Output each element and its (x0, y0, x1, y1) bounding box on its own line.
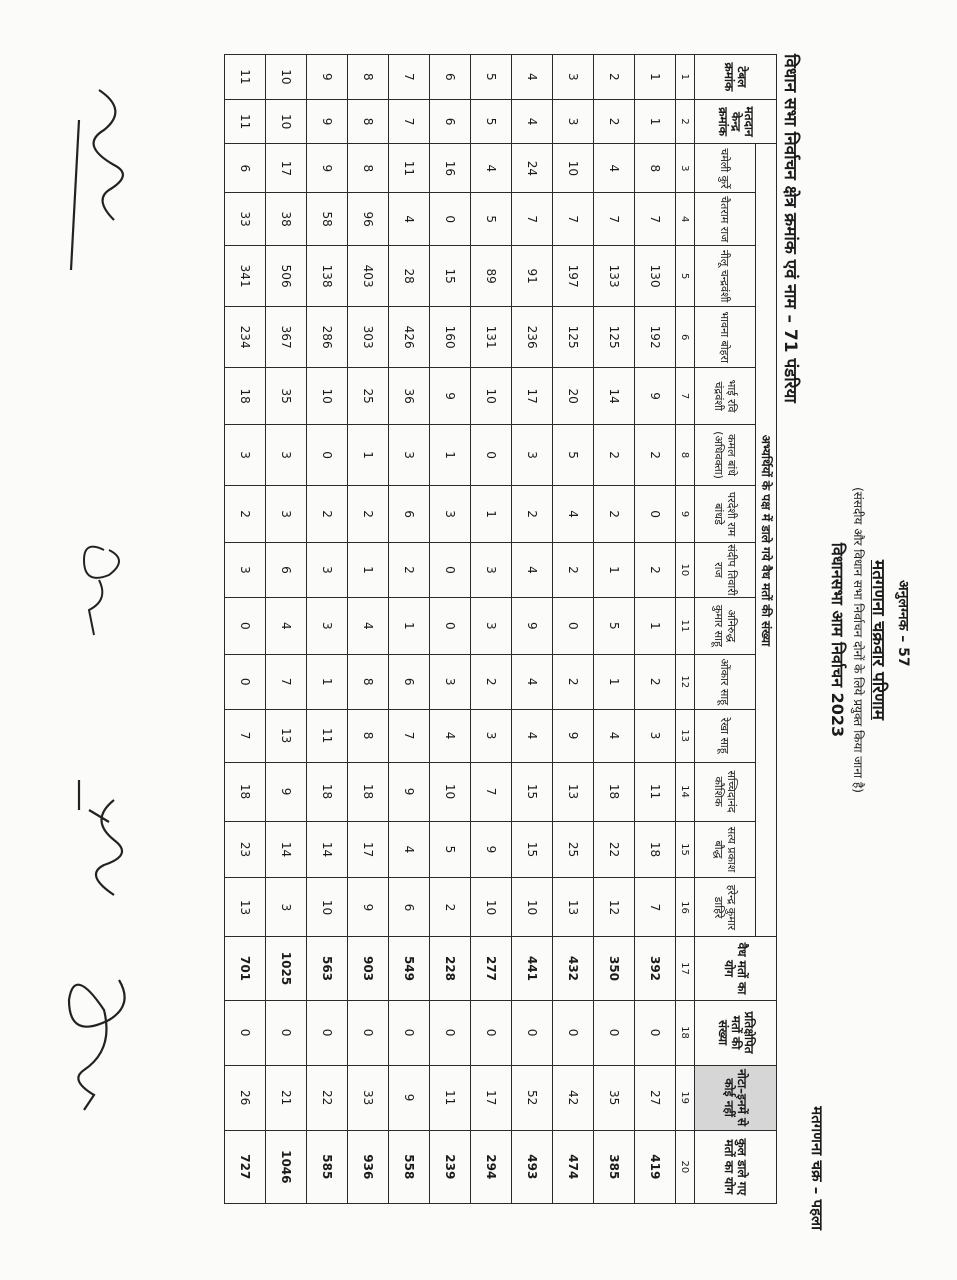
vote-cell: 2 (552, 654, 593, 709)
vote-cell: 7 (470, 762, 511, 821)
vote-cell: 2 (511, 486, 552, 543)
table-row (593, 55, 634, 1204)
vote-cell: 3 (470, 597, 511, 654)
vote-cell: 3 (306, 542, 347, 597)
table-row (265, 55, 306, 1204)
vote-cell: 8 (347, 144, 388, 193)
vote-cell: 2 (470, 654, 511, 709)
rejected-cell: 0 (224, 1000, 265, 1065)
vote-cell: 1 (593, 654, 634, 709)
candidate-name: भाई रवि चंद्रवंशी (694, 368, 755, 425)
booth-no-cell: 5 (470, 99, 511, 144)
table-row (224, 55, 265, 1204)
vote-cell: 2 (634, 425, 675, 486)
vote-cell: 2 (224, 486, 265, 543)
vote-cell: 9 (552, 709, 593, 762)
vote-cell: 23 (224, 821, 265, 878)
table-row (306, 55, 347, 1204)
column-number: 9 (675, 486, 694, 543)
vote-cell: 25 (552, 821, 593, 878)
vote-cell: 18 (634, 821, 675, 878)
document-subtitle: (संसदीय और विधान सभा निर्वाचन दोनों के लिये प्रयुक्त किया जाना है) (850, 487, 865, 793)
vote-cell: 10 (470, 878, 511, 937)
column-number: 4 (675, 193, 694, 246)
results-table (224, 54, 777, 1204)
vote-cell: 2 (593, 425, 634, 486)
table-row (511, 55, 552, 1204)
vote-cell: 4 (347, 597, 388, 654)
vote-cell: 3 (306, 597, 347, 654)
vote-cell: 506 (265, 246, 306, 307)
table-no-cell: 10 (265, 55, 306, 100)
vote-cell: 0 (429, 193, 470, 246)
vote-cell: 11 (388, 144, 429, 193)
vote-cell: 3 (224, 425, 265, 486)
vote-cell: 18 (224, 762, 265, 821)
header-booth-no: मतदान केन्द्र क्रमांक (694, 99, 776, 144)
header-total: कुल डाले गए मतों का योग (694, 1130, 776, 1203)
vote-cell: 0 (552, 597, 593, 654)
vote-cell: 7 (552, 193, 593, 246)
vote-cell: 6 (388, 654, 429, 709)
vote-cell: 4 (552, 486, 593, 543)
vote-cell: 2 (347, 486, 388, 543)
vote-cell: 3 (429, 654, 470, 709)
vote-cell: 16 (429, 144, 470, 193)
vote-cell: 4 (511, 542, 552, 597)
header-nota: नोटा–इनमें से कोई नहीं (694, 1065, 776, 1130)
total-cell: 493 (511, 1130, 552, 1203)
vote-cell: 341 (224, 246, 265, 307)
vote-cell: 4 (388, 193, 429, 246)
vote-cell: 15 (511, 821, 552, 878)
booth-no-cell: 1 (634, 99, 675, 144)
vote-cell: 7 (224, 709, 265, 762)
vote-cell: 0 (470, 425, 511, 486)
vote-cell: 22 (593, 821, 634, 878)
vote-cell: 20 (552, 368, 593, 425)
vote-cell: 9 (429, 368, 470, 425)
nota-cell: 9 (388, 1065, 429, 1130)
vote-cell: 36 (388, 368, 429, 425)
column-number: 18 (675, 1000, 694, 1065)
vote-cell: 234 (224, 307, 265, 368)
candidate-name: हरेन्द्र कुमार डाहिरे (694, 878, 755, 937)
valid-total-cell: 549 (388, 937, 429, 1000)
candidate-name: चमेली कुर्रे (694, 144, 755, 193)
vote-cell: 133 (593, 246, 634, 307)
booth-no-cell: 6 (429, 99, 470, 144)
header-rejected: प्रतिक्षेपित मतों की संख्या (694, 1000, 776, 1065)
valid-total-cell: 903 (347, 937, 388, 1000)
table-no-cell: 3 (552, 55, 593, 100)
rejected-cell: 0 (511, 1000, 552, 1065)
vote-cell: 125 (552, 307, 593, 368)
vote-cell: 58 (306, 193, 347, 246)
vote-cell: 9 (265, 762, 306, 821)
column-number: 15 (675, 821, 694, 878)
booth-no-cell: 10 (265, 99, 306, 144)
signature-1 (71, 90, 123, 270)
candidate-name: सच्चिदानंद कौशिक (694, 762, 755, 821)
candidate-name: सत्य प्रकाश बौद्ध (694, 821, 755, 878)
nota-cell: 35 (593, 1065, 634, 1130)
vote-cell: 28 (388, 246, 429, 307)
vote-cell: 2 (306, 486, 347, 543)
candidate-name: चैतराम राज (694, 193, 755, 246)
vote-cell: 14 (593, 368, 634, 425)
vote-cell: 3 (224, 542, 265, 597)
vote-cell: 1 (388, 597, 429, 654)
rejected-cell: 0 (265, 1000, 306, 1065)
nota-cell: 17 (470, 1065, 511, 1130)
vote-cell: 403 (347, 246, 388, 307)
vote-cell: 131 (470, 307, 511, 368)
vote-cell: 7 (634, 878, 675, 937)
header-table-no: टेबल क्रमांक (694, 55, 776, 100)
valid-total-cell: 392 (634, 937, 675, 1000)
total-cell: 294 (470, 1130, 511, 1203)
vote-cell: 426 (388, 307, 429, 368)
total-cell: 239 (429, 1130, 470, 1203)
table-row (470, 55, 511, 1204)
valid-total-cell: 701 (224, 937, 265, 1000)
vote-cell: 5 (552, 425, 593, 486)
vote-cell: 14 (306, 821, 347, 878)
booth-no-cell: 11 (224, 99, 265, 144)
vote-cell: 12 (593, 878, 634, 937)
vote-cell: 1 (593, 542, 634, 597)
vote-cell: 3 (265, 425, 306, 486)
total-cell: 936 (347, 1130, 388, 1203)
candidate-name: अनिरुद्ध कुमार साहू (694, 597, 755, 654)
signature-2 (84, 547, 119, 635)
vote-cell: 3 (388, 425, 429, 486)
table-row (634, 55, 675, 1204)
vote-cell: 1 (306, 654, 347, 709)
vote-cell: 6 (388, 878, 429, 937)
vote-cell: 2 (634, 654, 675, 709)
vote-cell: 3 (634, 709, 675, 762)
annexure-label: अनुलग्नक – 57 (894, 580, 911, 667)
column-number: 12 (675, 654, 694, 709)
column-number: 17 (675, 937, 694, 1000)
rejected-cell: 0 (306, 1000, 347, 1065)
vote-cell: 6 (224, 144, 265, 193)
vote-cell: 5 (429, 821, 470, 878)
signatures (49, 80, 139, 1180)
vote-cell: 0 (306, 425, 347, 486)
vote-cell: 18 (224, 368, 265, 425)
booth-no-cell: 4 (511, 99, 552, 144)
vote-cell: 17 (511, 368, 552, 425)
column-number: 6 (675, 307, 694, 368)
column-number: 10 (675, 542, 694, 597)
vote-cell: 138 (306, 246, 347, 307)
header-valid-total: वैध मतों का योग (694, 937, 776, 1000)
valid-total-cell: 1025 (265, 937, 306, 1000)
vote-cell: 10 (511, 878, 552, 937)
vote-cell: 9 (470, 821, 511, 878)
column-number: 1 (675, 55, 694, 100)
vote-cell: 14 (265, 821, 306, 878)
column-number: 16 (675, 878, 694, 937)
vote-cell: 1 (634, 597, 675, 654)
vote-cell: 197 (552, 246, 593, 307)
vote-cell: 13 (224, 878, 265, 937)
booth-no-cell: 9 (306, 99, 347, 144)
vote-cell: 2 (429, 878, 470, 937)
total-cell: 474 (552, 1130, 593, 1203)
vote-cell: 9 (511, 597, 552, 654)
column-number: 14 (675, 762, 694, 821)
vote-cell: 9 (347, 878, 388, 937)
vote-cell: 4 (511, 709, 552, 762)
vote-cell: 17 (347, 821, 388, 878)
vote-cell: 7 (634, 193, 675, 246)
vote-cell: 3 (265, 878, 306, 937)
table-row (388, 55, 429, 1204)
vote-cell: 2 (593, 486, 634, 543)
candidate-name: संदीप तिवारी राज (694, 542, 755, 597)
vote-cell: 18 (347, 762, 388, 821)
table-no-cell: 1 (634, 55, 675, 100)
booth-no-cell: 2 (593, 99, 634, 144)
vote-cell: 13 (552, 878, 593, 937)
vote-cell: 0 (634, 486, 675, 543)
nota-cell: 26 (224, 1065, 265, 1130)
column-number: 13 (675, 709, 694, 762)
candidate-name: कमल बांधे (अधिवक्ता) (694, 425, 755, 486)
vote-cell: 1 (347, 425, 388, 486)
table-row (347, 55, 388, 1204)
valid-total-cell: 277 (470, 937, 511, 1000)
vote-cell: 7 (265, 654, 306, 709)
column-number: 19 (675, 1065, 694, 1130)
vote-cell: 4 (511, 654, 552, 709)
vote-cell: 236 (511, 307, 552, 368)
table-row (429, 55, 470, 1204)
vote-cell: 1 (347, 542, 388, 597)
rejected-cell: 0 (470, 1000, 511, 1065)
document-title: मतगणना चक्रवार परिणाम (867, 560, 888, 720)
vote-cell: 1 (470, 486, 511, 543)
vote-cell: 10 (470, 368, 511, 425)
table-no-cell: 7 (388, 55, 429, 100)
vote-cell: 89 (470, 246, 511, 307)
signature-3 (79, 780, 122, 895)
rejected-cell: 0 (593, 1000, 634, 1065)
vote-cell: 192 (634, 307, 675, 368)
vote-cell: 15 (429, 246, 470, 307)
vote-cell: 15 (511, 762, 552, 821)
vote-cell: 2 (388, 542, 429, 597)
vote-cell: 7 (388, 709, 429, 762)
vote-cell: 96 (347, 193, 388, 246)
candidate-name: ओंकार साहू (694, 654, 755, 709)
column-number: 11 (675, 597, 694, 654)
vote-cell: 286 (306, 307, 347, 368)
vote-cell: 8 (347, 654, 388, 709)
vote-cell: 7 (593, 193, 634, 246)
vote-cell: 8 (634, 144, 675, 193)
column-number: 3 (675, 144, 694, 193)
table-no-cell: 4 (511, 55, 552, 100)
valid-total-cell: 432 (552, 937, 593, 1000)
rejected-cell: 0 (552, 1000, 593, 1065)
vote-cell: 33 (224, 193, 265, 246)
vote-cell: 4 (470, 144, 511, 193)
booth-no-cell: 3 (552, 99, 593, 144)
vote-cell: 10 (306, 878, 347, 937)
table-no-cell: 6 (429, 55, 470, 100)
table-row (552, 55, 593, 1204)
table-no-cell: 2 (593, 55, 634, 100)
candidate-name: रेखा साहू (694, 709, 755, 762)
table-no-cell: 9 (306, 55, 347, 100)
column-number: 20 (675, 1130, 694, 1203)
nota-cell: 52 (511, 1065, 552, 1130)
total-cell: 1046 (265, 1130, 306, 1203)
vote-cell: 25 (347, 368, 388, 425)
column-number: 8 (675, 425, 694, 486)
result-sheet (39, 20, 919, 1260)
round-label: मतगणना चक्र – पहला (807, 1106, 826, 1230)
valid-total-cell: 228 (429, 937, 470, 1000)
valid-total-cell: 441 (511, 937, 552, 1000)
vote-cell: 2 (634, 542, 675, 597)
vote-cell: 303 (347, 307, 388, 368)
constituency-label: विधान सभा निर्वाचन क्षेत्र क्रमांक एवं नाम – 71 पंडरिया (779, 54, 800, 403)
vote-cell: 10 (552, 144, 593, 193)
vote-cell: 5 (470, 193, 511, 246)
nota-cell: 27 (634, 1065, 675, 1130)
vote-cell: 18 (306, 762, 347, 821)
vote-cell: 4 (429, 709, 470, 762)
vote-cell: 9 (388, 762, 429, 821)
vote-cell: 0 (429, 597, 470, 654)
vote-cell: 4 (593, 709, 634, 762)
vote-cell: 10 (306, 368, 347, 425)
vote-cell: 13 (265, 709, 306, 762)
nota-cell: 22 (306, 1065, 347, 1130)
vote-cell: 1 (429, 425, 470, 486)
vote-cell: 0 (224, 654, 265, 709)
table-no-cell: 8 (347, 55, 388, 100)
vote-cell: 3 (470, 709, 511, 762)
column-number: 2 (675, 99, 694, 144)
vote-cell: 3 (470, 542, 511, 597)
vote-cell: 11 (634, 762, 675, 821)
header-candidates: अभ्यर्थियों के पक्ष में डाले गये वैध मतों की संख्या (755, 144, 776, 937)
column-number: 7 (675, 368, 694, 425)
rejected-cell: 0 (347, 1000, 388, 1065)
vote-cell: 18 (593, 762, 634, 821)
nota-cell: 21 (265, 1065, 306, 1130)
vote-cell: 2 (552, 542, 593, 597)
rejected-cell: 0 (634, 1000, 675, 1065)
rejected-cell: 0 (429, 1000, 470, 1065)
vote-cell: 3 (511, 425, 552, 486)
vote-cell: 38 (265, 193, 306, 246)
vote-cell: 9 (634, 368, 675, 425)
nota-cell: 42 (552, 1065, 593, 1130)
valid-total-cell: 350 (593, 937, 634, 1000)
nota-cell: 33 (347, 1065, 388, 1130)
vote-cell: 91 (511, 246, 552, 307)
candidate-name: भावना बोहरा (694, 307, 755, 368)
table-no-cell: 11 (224, 55, 265, 100)
signature-4 (69, 980, 125, 1110)
nota-cell: 11 (429, 1065, 470, 1130)
vote-cell: 4 (593, 144, 634, 193)
candidate-name: नीलू चन्द्रवंशी (694, 246, 755, 307)
vote-cell: 8 (347, 709, 388, 762)
table-no-cell: 5 (470, 55, 511, 100)
vote-cell: 9 (306, 144, 347, 193)
vote-cell: 125 (593, 307, 634, 368)
vote-cell: 13 (552, 762, 593, 821)
vote-cell: 3 (429, 486, 470, 543)
vote-cell: 0 (429, 542, 470, 597)
vote-cell: 10 (429, 762, 470, 821)
booth-no-cell: 8 (347, 99, 388, 144)
rejected-cell: 0 (388, 1000, 429, 1065)
vote-cell: 130 (634, 246, 675, 307)
vote-cell: 3 (265, 486, 306, 543)
total-cell: 419 (634, 1130, 675, 1203)
candidate-name: परदेशी राम बांधडे (694, 486, 755, 543)
vote-cell: 11 (306, 709, 347, 762)
vote-cell: 160 (429, 307, 470, 368)
vote-cell: 6 (388, 486, 429, 543)
total-cell: 558 (388, 1130, 429, 1203)
vote-cell: 0 (224, 597, 265, 654)
vote-cell: 7 (511, 193, 552, 246)
vote-cell: 24 (511, 144, 552, 193)
vote-cell: 5 (593, 597, 634, 654)
valid-total-cell: 563 (306, 937, 347, 1000)
election-name: विधानसभा आम निर्वाचन 2023 (827, 542, 847, 738)
vote-cell: 6 (265, 542, 306, 597)
vote-cell: 35 (265, 368, 306, 425)
total-cell: 385 (593, 1130, 634, 1203)
vote-cell: 367 (265, 307, 306, 368)
total-cell: 727 (224, 1130, 265, 1203)
booth-no-cell: 7 (388, 99, 429, 144)
vote-cell: 17 (265, 144, 306, 193)
total-cell: 585 (306, 1130, 347, 1203)
vote-cell: 4 (388, 821, 429, 878)
vote-cell: 4 (265, 597, 306, 654)
column-number: 5 (675, 246, 694, 307)
